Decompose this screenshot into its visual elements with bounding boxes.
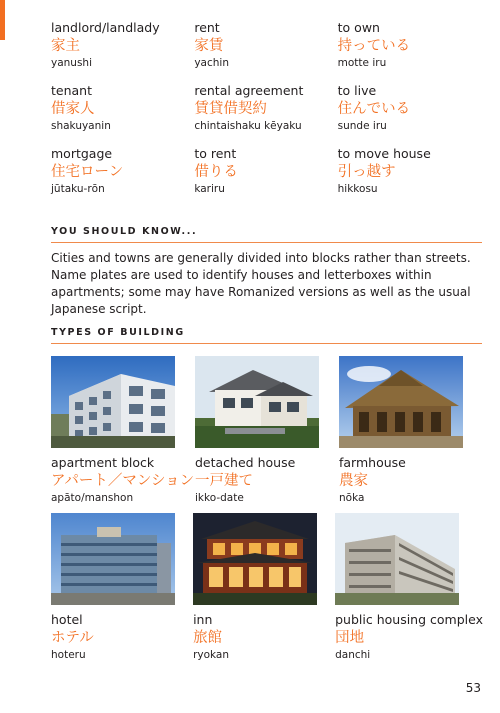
japanese-term: アパート／マンション: [51, 473, 195, 489]
romaji-term: ryokan: [193, 649, 230, 661]
english-term: farmhouse: [339, 455, 406, 470]
english-term: hotel: [51, 612, 83, 627]
japanese-term: 旅館: [193, 630, 223, 646]
vocab-item-mortgage: [51, 146, 194, 209]
japanese-term: 住宅ローン: [51, 164, 124, 180]
building-row: [51, 513, 483, 662]
apartment-block-photo: [51, 356, 175, 448]
japanese-term: 住んでいる: [337, 101, 411, 117]
you-should-know-heading: YOU SHOULD KNOW...: [51, 226, 482, 243]
japanese-term: 引っ越す: [337, 164, 396, 180]
japanese-term: 家主: [51, 38, 80, 54]
english-term: rental agreement: [194, 83, 304, 98]
page-number: 53: [465, 681, 481, 695]
vocab-item-rent: [194, 20, 337, 83]
japanese-term: 持っている: [337, 38, 411, 54]
english-term: public housing complex: [335, 612, 483, 627]
english-term: to own: [337, 20, 380, 35]
vocab-item-to-move-house: [338, 146, 481, 209]
vocab-item-to-live: [338, 83, 481, 146]
hotel-photo: [51, 513, 175, 605]
building-row: [51, 356, 483, 505]
japanese-term: 団地: [335, 630, 365, 646]
building-item-apartment-block: [51, 356, 195, 505]
japanese-term: 家賃: [194, 38, 224, 54]
romaji-term: sunde iru: [337, 120, 387, 132]
english-term: mortgage: [51, 146, 113, 161]
english-term: to move house: [337, 146, 431, 161]
english-term: landlord/landlady: [51, 20, 160, 35]
romaji-term: hikkosu: [337, 183, 378, 195]
romaji-term: yachin: [194, 57, 229, 69]
romaji-term: danchi: [335, 649, 371, 661]
farmhouse-photo: [339, 356, 463, 448]
english-term: to live: [337, 83, 377, 98]
vocab-item-tenant: [51, 83, 194, 146]
romaji-term: jūtaku-rōn: [51, 183, 105, 195]
romaji-term: kariru: [194, 183, 225, 195]
english-term: inn: [193, 612, 213, 627]
romaji-term: nōka: [339, 492, 365, 504]
building-item-hotel: [51, 513, 193, 662]
vocab-item-to-rent: [194, 146, 337, 209]
romaji-term: motte iru: [337, 57, 387, 69]
japanese-term: 借家人: [51, 101, 95, 117]
english-term: detached house: [195, 455, 296, 470]
english-term: to rent: [194, 146, 237, 161]
inn-photo: [193, 513, 317, 605]
romaji-term: ikko-date: [195, 492, 244, 504]
japanese-term: 農家: [339, 473, 368, 489]
romaji-term: shakuyanin: [51, 120, 111, 132]
vocab-item-to-own: [338, 20, 481, 83]
english-term: rent: [194, 20, 220, 35]
building-types-grid: [51, 356, 483, 662]
english-term: tenant: [51, 83, 92, 98]
vocab-item-landlord: [51, 20, 194, 83]
japanese-term: 借りる: [194, 164, 238, 180]
vocab-item-rental-agreement: [194, 83, 337, 146]
types-of-building-heading: TYPES OF BUILDING: [51, 327, 482, 344]
romaji-term: chintaishaku kēyaku: [194, 120, 302, 132]
japanese-term: 一戸建て: [195, 473, 253, 489]
english-term: apartment block: [51, 455, 155, 470]
you-should-know-text: Cities and towns are generally divided into blocks rather than streets. Name plates are used to identify houses and letterboxes within apartments; some may have Romanized versions as well as the usual Japanese script.: [51, 251, 471, 316]
building-item-farmhouse: [339, 356, 483, 505]
building-item-detached-house: [195, 356, 339, 505]
vocab-row: [51, 146, 481, 209]
public-housing-complex-photo: [335, 513, 459, 605]
building-item-public-housing-complex: [335, 513, 483, 662]
romaji-term: apāto/manshon: [51, 492, 134, 504]
japanese-term: ホテル: [51, 630, 94, 646]
romaji-term: yanushi: [51, 57, 93, 69]
japanese-term: 賃貸借契約: [194, 101, 267, 117]
romaji-term: hoteru: [51, 649, 86, 661]
vocab-row: [51, 83, 481, 146]
vocabulary-grid: [51, 20, 481, 209]
vocab-row: [51, 20, 481, 83]
accent-bar: [0, 0, 5, 40]
building-item-inn: [193, 513, 335, 662]
detached-house-photo: [195, 356, 319, 448]
